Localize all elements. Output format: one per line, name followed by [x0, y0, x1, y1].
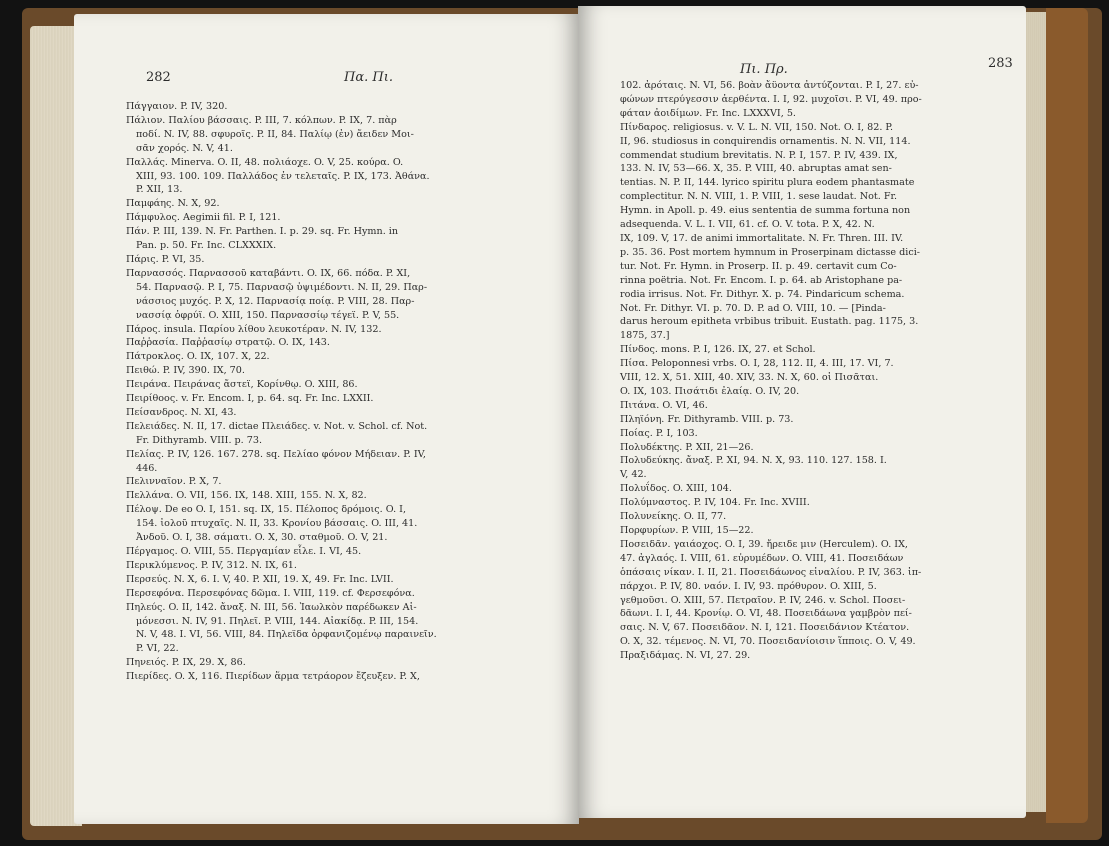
- text-line: Πειθώ. P. IV, 390. IX, 70.: [126, 365, 245, 377]
- book-cover-right: [1046, 8, 1088, 823]
- left-running-head: Πα. Πι.: [344, 70, 393, 85]
- text-line: Πίνδος. mons. P. I, 126. IX, 27. et Schol.: [620, 344, 816, 356]
- text-line: complectitur. N. N. VIII, 1. P. VIII, 1. sese laudat. Not. Fr.: [620, 191, 898, 203]
- right-running-head: Πι. Πρ.: [740, 62, 788, 77]
- text-line: P. VI, 22.: [136, 643, 179, 655]
- text-line: Ἀνδοῦ. O. I, 38. σάματι. O. X, 30. σταθμοῦ. O. V, 21.: [136, 532, 388, 544]
- text-line: Πληϊόνη. Fr. Dithyramb. VIII. p. 73.: [620, 413, 794, 425]
- text-line: Πάγγαιον. P. IV, 320.: [126, 101, 228, 112]
- text-line: II, 96. studiosus in conquirendis ornamentis. N. N. VII, 114.: [620, 135, 911, 147]
- text-line: γεθμοῦσι. O. XIII, 57. Πετραῖον. P. IV, 246. v. Schol. Ποσει-: [620, 594, 906, 606]
- text-line: νάσσιος μυχός. P. X, 12. Παρνασίᾳ ποίᾳ. P. VIII, 28. Παρ-: [136, 295, 415, 307]
- text-line: Πραξιδάμας. N. VI, 27. 29.: [620, 650, 751, 662]
- text-line: Hymn. in Apoll. p. 49. eius sententia de summa fortuna non: [620, 205, 911, 217]
- text-line: Περικλύμενος. P. IV, 312. N. IX, 61.: [126, 559, 297, 571]
- text-line: μόνεσσι. N. IV, 91. Πηλεῖ. P. VIII, 144. Αἰακίδᾳ. P. III, 154.: [136, 615, 419, 627]
- text-line: IX, 109. V, 17. de animi immortalitate. N. Fr. Thren. III. IV.: [620, 232, 904, 244]
- text-line: 133. N. IV, 53—66. X, 35. P. VIII, 40. abruptas amat sen-: [620, 163, 892, 175]
- text-line: ποδί. N. IV, 88. σφυροῖς. P. II, 84. Παλίῳ (ἐν) ἄειδεν Μοι-: [136, 128, 414, 140]
- text-line: XIII, 93. 100. 109. Παλλάδος ἐν τελεταῖς. P. IX, 173. Ἀθάνα.: [136, 170, 430, 182]
- text-line: Πολυδέκτης. P. XII, 21—26.: [620, 441, 754, 453]
- text-line: 47. ἀγλαός. I. VIII, 61. εὐρυμέδων. O. VIII, 41. Ποσειδάων: [620, 552, 904, 564]
- text-line: adsequenda. V. L. I. VII, 61. cf. O. V. tota. P. X, 42. N.: [620, 219, 875, 231]
- left-page: [74, 14, 579, 824]
- text-line: tur. Not. Fr. Hymn. in Proserp. II. p. 49. certavit cum Co-: [620, 260, 897, 272]
- text-line: P. XII, 13.: [136, 184, 183, 196]
- text-line: commendat studium brevitatis. N. P. I, 157. P. IV, 439. IX,: [620, 149, 898, 161]
- text-line: Παμφάης. N. X, 92.: [126, 198, 220, 210]
- text-line: Πάρος. insula. Παρίου λίθου λευκοτέραν. N. IV, 132.: [126, 323, 382, 335]
- text-line: Πολυΐδος. O. XIII, 104.: [620, 483, 732, 495]
- text-line: Πάρις. P. VI, 35.: [126, 253, 205, 265]
- text-line: Πάμφυλος. Aegimii fil. P. I, 121.: [126, 212, 281, 224]
- text-line: δᾶωνι. I. I, 44. Κρονίῳ. O. VI, 48. Ποσειδάωνα γαμβρὸν πεί-: [620, 608, 912, 620]
- left-page-number: 282: [146, 70, 171, 85]
- text-line: rodia irrisus. Not. Fr. Dithyr. X. p. 74. Pindaricum schema.: [620, 288, 905, 300]
- text-line: Ποσειδᾶν. γαιάοχος. O. I, 39. ἤρειδε μιν (Herculem). O. IX,: [620, 538, 908, 550]
- text-line: φάταν ἀοιδίμων. Fr. Inc. LXXXVI, 5.: [620, 107, 796, 119]
- text-line: Πηνειός. P. IX, 29. X, 86.: [126, 657, 246, 669]
- text-line: Πολυδεύκης. ἄναξ. P. XI, 94. N. X, 93. 110. 127. 158. I.: [620, 455, 887, 467]
- page-edges-right: [1024, 12, 1046, 812]
- text-line: Πελινναῖον. P. X, 7.: [126, 476, 222, 488]
- text-line: Περσεφόνα. Περσεφόνας δῶμα. I. VIII, 119. cf. Φερσεφόνα.: [126, 587, 415, 599]
- text-line: Πελίας. P. IV, 126. 167. 278. sq. Πελίαο φόνον Μήδειαν. P. IV,: [126, 448, 426, 460]
- text-line: 54. Παρνασῷ. P. I, 75. Παρνασῷ ὑψιμέδοντι. N. II, 29. Παρ-: [136, 281, 428, 293]
- text-line: Πηλεύς. O. II, 142. ἄναξ. N. III, 56. Ἰαωλκὸν παρέδωκεν Αἱ-: [126, 601, 417, 613]
- text-line: Πάλιον. Παλίου βάσσαις. P. III, 7. κόλπων. P. IX, 7. πὰρ: [126, 114, 397, 126]
- text-line: Πείσανδρος. N. XI, 43.: [126, 406, 237, 418]
- text-line: V, 42.: [620, 469, 647, 481]
- text-line: σαις. N. V, 67. Ποσειδᾶον. N. I, 121. Ποσειδάνιον Κτέατον.: [620, 622, 910, 634]
- text-line: darus heroum epitheta vrbibus tribuit. Eustath. pag. 1175, 3.: [620, 316, 919, 328]
- text-line: Παρνασσός. Παρνασσοῦ καταβάντι. O. IX, 66. πόδα. P. XI,: [126, 267, 411, 279]
- text-line: Πέλοψ. De eo O. I, 151. sq. IX, 15. Πέλοπος δρόμοις. O. I,: [126, 504, 407, 516]
- text-line: νασσίᾳ ὀφρύϊ. O. XIII, 150. Παρνασσίῳ τέγεϊ. P. V, 55.: [136, 309, 400, 321]
- text-line: Πέργαμος. O. VIII, 55. Περγαμίαν εἷλε. I. VI, 45.: [126, 546, 362, 557]
- text-line: 446.: [136, 462, 158, 474]
- text-line: 102. ἀρόταις. N. VI, 56. βοὰν ἄϋοντα ἀντύζονται. P. I, 27. εὐ-: [620, 80, 919, 91]
- text-line: φώνων πτερύγεσσιν ἀερθέντα. I. I, 92. μυχοῖσι. P. VI, 49. προ-: [620, 93, 922, 105]
- text-line: Πάτροκλος. O. IX, 107. X, 22.: [126, 351, 270, 363]
- text-line: Fr. Dithyramb. VIII. p. 73.: [136, 434, 263, 446]
- text-line: Παλλάς. Minerva. O. II, 48. πολιάοχε. O. V, 25. κούρα. O.: [126, 156, 404, 168]
- text-line: O. IX, 103. Πισάτιδι ἐλαίᾳ. O. IV, 20.: [620, 385, 800, 397]
- text-line: Not. Fr. Dithyr. VI. p. 70. D. P. ad O. VIII, 10. — [Pinda-: [620, 302, 886, 314]
- text-line: Πορφυρίων. P. VIII, 15—22.: [620, 525, 754, 536]
- text-line: Πειράνα. Πειράνας ἄστεϊ, Κορίνθῳ. O. XIII, 86.: [126, 379, 358, 391]
- text-line: Πολυνείκης. O. II, 77.: [620, 511, 727, 523]
- text-line: N. V, 48. I. VI, 56. VIII, 84. Πηλεϊδα ὀρφανιζομένῳ παραινεῖν.: [136, 629, 437, 641]
- text-line: Πελλάνα. O. VII, 156. IX, 148. XIII, 155. N. X, 82.: [126, 490, 367, 502]
- text-line: VIII, 12. X, 51. XIII, 40. XIV, 33. N. X, 60. οἱ Πισᾶται.: [620, 372, 879, 384]
- text-line: ὁπάσαις νίκαν. I. II, 21. Ποσειδάωνος εἰναλίου. P. IV, 363. ἱπ-: [620, 566, 922, 578]
- text-line: Πίσα. Peloponnesi vrbs. O. I, 28, 112. II, 4. III, 17. VI, 7.: [620, 358, 894, 370]
- text-line: O. X, 32. τέμενος. N. VI, 70. Ποσειδανίοισιν ἵπποις. O. V, 49.: [620, 636, 916, 648]
- text-line: Ποίας. P. I, 103.: [620, 427, 698, 439]
- text-line: tentias. N. P. II, 144. lyrico spiritu plura eodem phantasmate: [620, 177, 915, 189]
- text-line: 1875, 37.]: [620, 330, 670, 342]
- right-page: [578, 6, 1026, 818]
- text-line: Πειρίθοος. v. Fr. Encom. I, p. 64. sq. Fr. Inc. LXXII.: [126, 393, 374, 405]
- text-line: Πιτάνα. O. VI, 46.: [620, 399, 708, 411]
- text-line: 154. ἰολοῦ πτυχαῖς. N. II, 33. Κρονίου βάσσαις. O. III, 41.: [136, 518, 418, 530]
- text-line: σᾶν χορός. N. V, 41.: [136, 142, 233, 154]
- left-page-text: [126, 100, 566, 684]
- right-page-number: 283: [988, 56, 1013, 71]
- text-line: Πάν. P. III, 139. N. Fr. Parthen. I. p. 29. sq. Fr. Hymn. in: [126, 226, 399, 238]
- text-line: p. 35. 36. Post mortem hymnum in Proserpinam dictasse dici-: [620, 246, 921, 258]
- text-line: rinna poëtria. Not. Fr. Encom. I. p. 64. ab Aristophane pa-: [620, 274, 903, 286]
- text-line: Πίνδαρος. religiosus. v. V. L. N. VII, 150. Not. O. I, 82. P.: [620, 121, 893, 133]
- text-line: Πελειάδες. N. II, 17. dictae Πλειάδες. v. Not. v. Schol. cf. Not.: [126, 420, 428, 432]
- text-line: πάρχοι. P. IV, 80. ναόν. I. IV, 93. πρόθυρον. O. XIII, 5.: [620, 580, 877, 592]
- text-line: Παῤῥασία. Παῤῥασίῳ στρατῷ. O. IX, 143.: [126, 337, 330, 349]
- text-line: Περσεύς. N. X, 6. I. V, 40. P. XII, 19. X, 49. Fr. Inc. LVII.: [126, 573, 394, 585]
- text-line: Πιερίδες. O. X, 116. Πιερίδων ἅρμα τετράορον ἔζευξεν. P. X,: [126, 671, 420, 683]
- right-page-text: [620, 79, 1020, 663]
- text-line: Πολύμναστος. P. IV, 104. Fr. Inc. XVIII.: [620, 497, 810, 509]
- text-line: Pan. p. 50. Fr. Inc. CLXXXIX.: [136, 240, 277, 252]
